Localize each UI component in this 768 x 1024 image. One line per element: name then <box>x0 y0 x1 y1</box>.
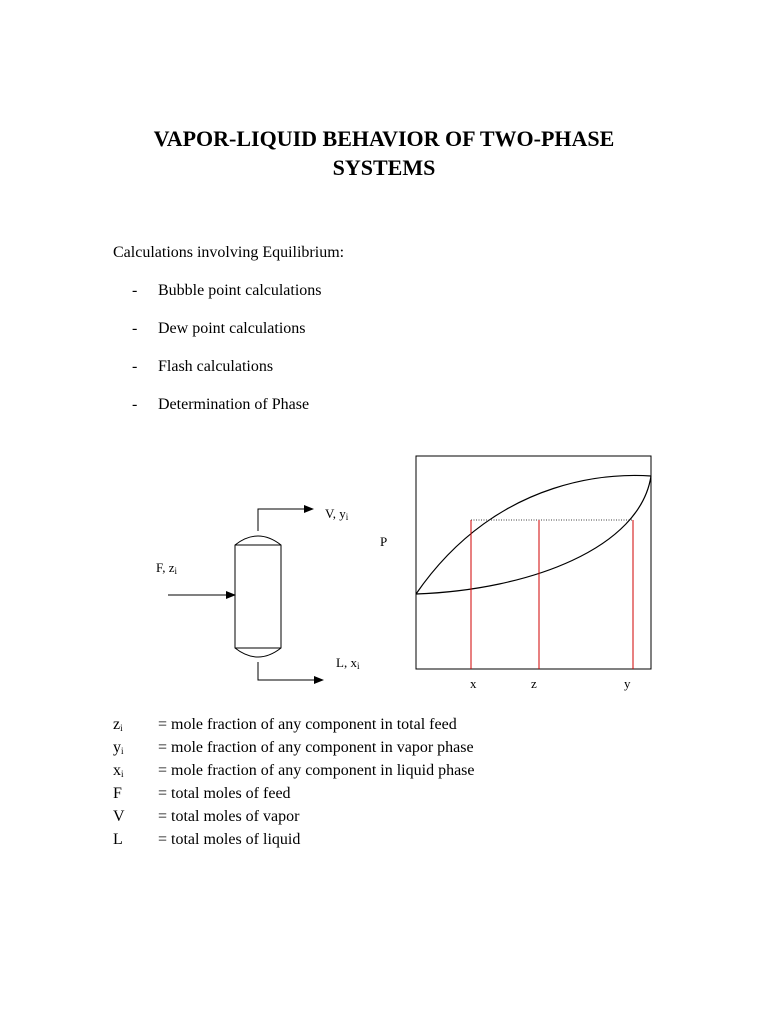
definition-text: = mole fraction of any component in liquid phase <box>158 762 475 779</box>
definition-symbol: L <box>113 831 123 848</box>
definition-text: = total moles of vapor <box>158 808 300 825</box>
definition-row <box>113 784 475 807</box>
phase-diagram-frame <box>416 456 651 669</box>
definition-row <box>113 830 475 853</box>
liquid-outlet-arrow <box>258 662 324 684</box>
definition-symbol: $x_i$ <box>113 762 124 779</box>
definitions-list <box>113 715 475 853</box>
definition-text: = mole fraction of any component in vapor phase <box>158 739 474 756</box>
feed-inlet-arrow <box>168 591 236 599</box>
definition-row <box>113 807 475 830</box>
bullet-text: Flash calculations <box>158 358 274 375</box>
liquid-stream-label: L, $x_i$ <box>336 655 360 671</box>
definition-text: = mole fraction of any component in total feed <box>158 716 457 733</box>
feed-stream-label: F, $z_i$ <box>156 560 177 576</box>
definition-row <box>113 738 475 761</box>
pressure-axis-label: P <box>380 534 388 549</box>
intro-text: Calculations involving Equilibrium: <box>113 244 345 261</box>
list-item <box>132 320 306 338</box>
y-tick-label: y <box>624 676 631 691</box>
definition-symbol: $y_i$ <box>113 739 124 756</box>
bubble-curve <box>416 476 651 594</box>
definition-text: = total moles of feed <box>158 785 291 802</box>
vapor-outlet-arrow <box>258 505 314 531</box>
bullet-text: Dew point calculations <box>158 320 306 337</box>
bullet-dash: - <box>132 320 138 337</box>
bullet-dash: - <box>132 282 138 299</box>
x-tick-label: x <box>470 676 477 691</box>
bullet-dash: - <box>132 396 138 413</box>
page-title <box>0 124 768 182</box>
flash-drum <box>235 536 281 657</box>
z-tick-label: z <box>531 676 537 691</box>
dew-curve <box>416 475 651 594</box>
title-line-2: SYSTEMS <box>332 155 436 180</box>
definition-symbol: F <box>113 785 122 802</box>
definition-text: = total moles of liquid <box>158 831 301 848</box>
list-item <box>132 396 309 414</box>
bullet-dash: - <box>132 358 138 375</box>
definition-symbol: V <box>113 808 125 825</box>
list-item <box>132 358 273 376</box>
definition-row <box>113 715 475 738</box>
bullet-text: Bubble point calculations <box>158 282 322 299</box>
definition-symbol: $z_i$ <box>113 716 123 733</box>
bullet-text: Determination of Phase <box>158 396 310 413</box>
list-item <box>132 282 322 300</box>
vapor-stream-label: V, $y_i$ <box>325 506 349 522</box>
title-line-1: VAPOR-LIQUID BEHAVIOR OF TWO-PHASE <box>153 126 615 151</box>
definition-row <box>113 761 475 784</box>
